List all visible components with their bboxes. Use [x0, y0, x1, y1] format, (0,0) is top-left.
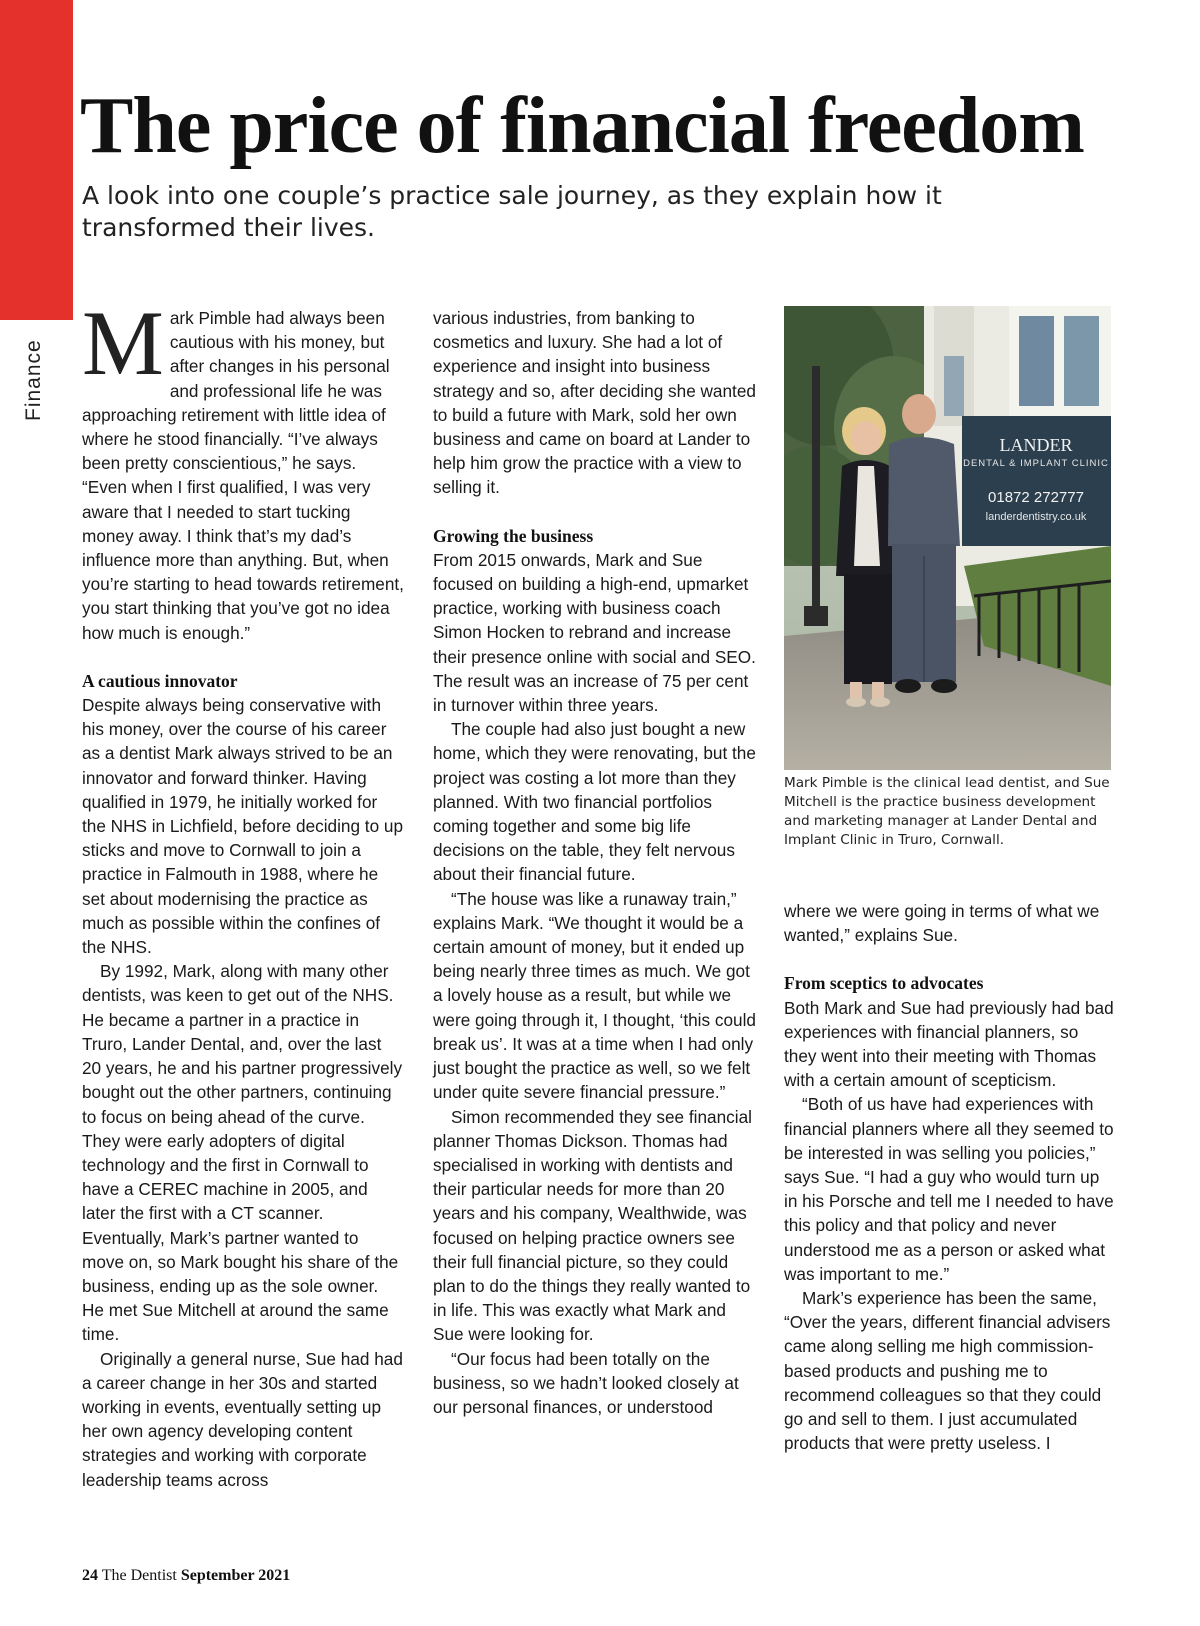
article-column-3 [784, 899, 1114, 1455]
paragraph: where we were going in terms of what we wanted,” explains Sue. [784, 901, 1100, 946]
paragraph: Both Mark and Sue had previously had bad experiences with financial planners, so they went into their meeting with Thomas with a certain amount of scepticism. [784, 997, 1114, 1091]
subheading-cautious-innovator: A cautious innovator [82, 670, 238, 691]
paragraph: Mark’s experience has been the same, “Over the years, different financial advisers came along selling me high commission-based products and pushing me to recommend colleagues so that they could go and sell to them. I just accumulated products that were pretty useless. I [784, 1288, 1111, 1454]
article-column-2 [433, 306, 756, 1419]
sign-subtitle: DENTAL & IMPLANT CLINIC [963, 458, 1109, 469]
paragraph: Despite always being conservative with his money, over the course of his career as a dentist Mark always strived to be an innovator and forward thinker. Having qualified in 1979, he initially worked for the NHS in Lichfield, before deciding to up sticks and move to Cornwall to join a practice in Falmouth in 1988, where he set about modernising the practice as much as possible within the confines of the NHS. [82, 695, 404, 958]
paragraph: By 1992, Mark, along with many other dentists, was keen to get out of the NHS. He became a partner in a practice in Truro, Lander Dental, and, over the last 20 years, he and his partner progressively bought out the other partners, continuing to focus on being ahead of the curve. They were early adopters of digital technology and the first in Cornwall to have a CEREC machine in 2005, and later the first with a CT scanner. Eventually, Mark’s partner wanted to move on, so Mark bought his share of the business, ending up as the sole owner. He met Sue Mitchell at around the same time. [82, 961, 403, 1345]
intro-paragraph [82, 292, 404, 645]
subheading-sceptics-to-advocates: From sceptics to advocates [784, 973, 984, 994]
paragraph: various industries, from banking to cosmetics and luxury. She had a lot of experience and insight into business strategy and so, after deciding she wanted to build a future with Mark, sold her own business and came on board at Lander to help him grow the practice with a view to selling it. [433, 308, 756, 498]
paragraph: “Both of us have had experiences with financial planners where all they seemed to be interested in was selling you policies,” says Sue. “I had a guy who would turn up in his Porsche and tell me I needed to have this policy and that policy and never understood me as a person or asked what was important to me.” [784, 1094, 1114, 1284]
sign-website: landerdentistry.co.uk [985, 511, 1087, 523]
paragraph: Simon recommended they see financial planner Thomas Dickson. Thomas had specialised in working with dentists and their particular needs for more than 20 years and his company, Wealthwide, was focused on helping practice owners see their full financial picture, so they could plan to do the things they really wanted to in life. This was exactly what Mark and Sue were looking for. [433, 1106, 752, 1345]
paragraph: “The house was like a runaway train,” explains Mark. “We thought it would be a certain amount of money, but it ended up being nearly three times as much. We got a lovely house as a result, but while we were going through it, I thought, ‘this could break us’. It was at a time when I had only just bought the practice as well, so we felt under quite severe financial pressure.” [433, 888, 756, 1103]
article-column-1 [82, 292, 404, 1492]
sign-title: LANDER [999, 435, 1073, 455]
issue-date: September 2021 [180, 1567, 291, 1584]
paragraph: “Our focus had been totally on the business, so we hadn’t looked closely at our personal finances, or understood [433, 1348, 739, 1417]
publication-name: The Dentist [101, 1567, 177, 1584]
sign-phone: 01872 272777 [988, 489, 1084, 506]
couple-photo-illustration [784, 306, 1111, 770]
page-footer [82, 1567, 290, 1585]
section-label: Finance [22, 339, 45, 421]
drop-cap: M [82, 292, 164, 394]
headline: The price of financial freedom [80, 82, 1084, 170]
paragraph: From 2015 onwards, Mark and Sue focused on building a high-end, upmarket practice, working with business coach Simon Hocken to rebrand and increase their presence online with social and SEO. The result was an increase of 75 per cent in turnover within three years. [433, 549, 756, 716]
paragraph: Originally a general nurse, Sue had had a career change in her 30s and started working in events, eventually setting up her own agency developing content strategies and working with corporate leadership teams across [82, 1348, 403, 1490]
standfirst: A look into one couple’s practice sale journey, as they explain how it transformed their lives. [82, 181, 942, 242]
paragraph: The couple had also just bought a new home, which they were renovating, but the project was costing a lot more than they planned. With two financial portfolios coming together and some big life decisions on the table, they felt nervous about their financial future. [433, 719, 756, 885]
subheading-growing-the-business: Growing the business [433, 525, 594, 546]
photo-caption: Mark Pimble is the clinical lead dentist, and Sue Mitchell is the practice business development and marketing manager at Lander Dental and Implant Clinic in Truro, Cornwall. [784, 775, 1110, 848]
page-number: 24 [82, 1567, 98, 1584]
article-photo [784, 306, 1111, 770]
intro-text: ark Pimble had always been cautious with his money, but after changes in his personal and professional life he was approaching retirement with little idea of where he stood financially. “I’ve always been pretty conscientious,” he says. “Even when I first qualified, I was very aware that I needed to start tucking money away. I think that’s my dad’s influence more than anything. But, when you’re starting to head towards retirement, you start thinking that you’ve got no idea how much is enough.” [82, 308, 404, 643]
section-color-tab [0, 0, 73, 320]
